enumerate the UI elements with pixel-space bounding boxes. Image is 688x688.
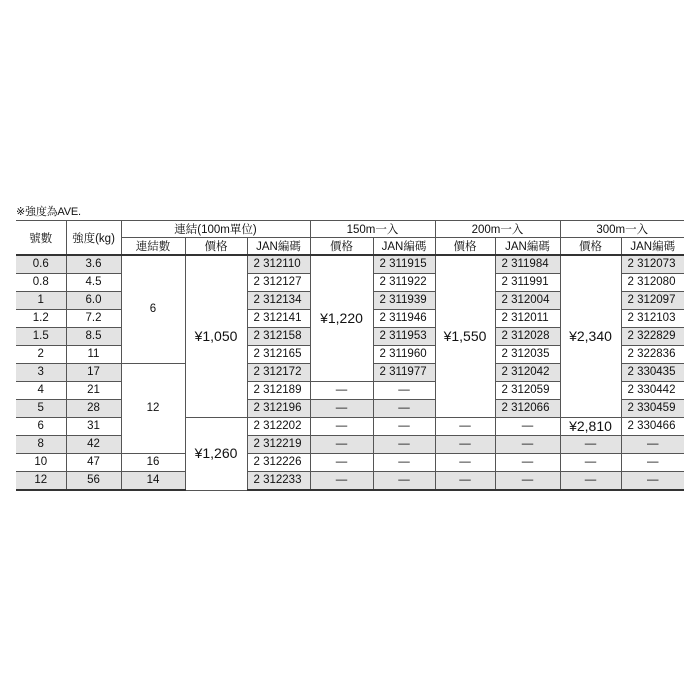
subheader-jan: JAN編碼 xyxy=(373,238,435,256)
subheader-jan: JAN編碼 xyxy=(247,238,310,256)
cell-jan-300m: 2 330442 xyxy=(621,382,684,400)
cell-connect-count: 12 xyxy=(121,364,185,454)
cell-jan-200m: 2 311991 xyxy=(495,274,560,292)
cell-price-200m: ¥1,550 xyxy=(435,255,495,418)
cell-jan-150m: 2 311960 xyxy=(373,346,435,364)
cell-strength: 31 xyxy=(66,418,121,436)
cell-jan-150m: 2 311915 xyxy=(373,255,435,274)
cell-jan-connect: 2 312134 xyxy=(247,292,310,310)
header-size: 號數 xyxy=(16,221,66,256)
cell-connect-count: 14 xyxy=(121,472,185,491)
cell-jan-connect: 2 312202 xyxy=(247,418,310,436)
cell-jan-150m: 2 311922 xyxy=(373,274,435,292)
subheader-jan: JAN編碼 xyxy=(495,238,560,256)
cell-size: 1.2 xyxy=(16,310,66,328)
cell-jan-connect: 2 312233 xyxy=(247,472,310,491)
cell-strength: 7.2 xyxy=(66,310,121,328)
cell-jan-150m: — xyxy=(373,418,435,436)
cell-size: 6 xyxy=(16,418,66,436)
subheader-price: 價格 xyxy=(310,238,373,256)
cell-jan-connect: 2 312172 xyxy=(247,364,310,382)
cell-size: 1.5 xyxy=(16,328,66,346)
cell-price-200m: — xyxy=(435,436,495,454)
cell-jan-connect: 2 312196 xyxy=(247,400,310,418)
cell-jan-300m: 2 322829 xyxy=(621,328,684,346)
header-connected: 連結(100m單位) xyxy=(121,221,310,238)
cell-price-150m: — xyxy=(310,472,373,491)
cell-jan-300m: 2 322836 xyxy=(621,346,684,364)
cell-jan-200m: 2 312011 xyxy=(495,310,560,328)
cell-price-150m: — xyxy=(310,454,373,472)
cell-size: 12 xyxy=(16,472,66,491)
cell-jan-200m: 2 311984 xyxy=(495,255,560,274)
cell-strength: 4.5 xyxy=(66,274,121,292)
cell-price-200m: — xyxy=(435,418,495,436)
cell-strength: 3.6 xyxy=(66,255,121,274)
cell-jan-300m: — xyxy=(621,436,684,454)
cell-price-200m: — xyxy=(435,472,495,491)
cell-jan-connect: 2 312189 xyxy=(247,382,310,400)
cell-jan-300m: — xyxy=(621,454,684,472)
cell-jan-200m: 2 312028 xyxy=(495,328,560,346)
subheader-connect-count: 連結數 xyxy=(121,238,185,256)
cell-jan-150m: 2 311939 xyxy=(373,292,435,310)
subheader-price: 價格 xyxy=(185,238,247,256)
cell-jan-150m: 2 311946 xyxy=(373,310,435,328)
cell-jan-200m: 2 312035 xyxy=(495,346,560,364)
cell-jan-200m: — xyxy=(495,418,560,436)
cell-connect-price: ¥1,050 xyxy=(185,255,247,418)
cell-price-300m: — xyxy=(560,436,621,454)
spec-table xyxy=(16,220,684,491)
cell-jan-150m: 2 311953 xyxy=(373,328,435,346)
header-strength: 強度(kg) xyxy=(66,221,121,256)
cell-jan-150m: — xyxy=(373,382,435,400)
cell-jan-300m: — xyxy=(621,472,684,491)
cell-jan-200m: 2 312042 xyxy=(495,364,560,382)
cell-jan-300m: 2 312080 xyxy=(621,274,684,292)
cell-price-150m: — xyxy=(310,400,373,418)
cell-jan-connect: 2 312219 xyxy=(247,436,310,454)
cell-size: 5 xyxy=(16,400,66,418)
cell-jan-connect: 2 312141 xyxy=(247,310,310,328)
cell-jan-300m: 2 330459 xyxy=(621,400,684,418)
subheader-jan: JAN編碼 xyxy=(621,238,684,256)
header-200m: 200m一入 xyxy=(435,221,560,238)
cell-size: 0.6 xyxy=(16,255,66,274)
cell-size: 2 xyxy=(16,346,66,364)
cell-size: 8 xyxy=(16,436,66,454)
cell-strength: 56 xyxy=(66,472,121,491)
cell-strength: 21 xyxy=(66,382,121,400)
cell-strength: 6.0 xyxy=(66,292,121,310)
cell-size: 3 xyxy=(16,364,66,382)
cell-connect-price: ¥1,260 xyxy=(185,418,247,491)
table-row xyxy=(16,418,684,436)
cell-jan-300m: 2 312103 xyxy=(621,310,684,328)
cell-jan-connect: 2 312110 xyxy=(247,255,310,274)
cell-jan-300m: 2 330466 xyxy=(621,418,684,436)
subheader-price: 價格 xyxy=(435,238,495,256)
cell-jan-200m: — xyxy=(495,472,560,491)
cell-size: 10 xyxy=(16,454,66,472)
cell-jan-200m: — xyxy=(495,454,560,472)
cell-price-300m: — xyxy=(560,454,621,472)
cell-jan-connect: 2 312165 xyxy=(247,346,310,364)
footnote-strength-average: ※強度為AVE. xyxy=(16,206,81,218)
cell-price-300m: ¥2,810 xyxy=(560,418,621,436)
cell-jan-150m: — xyxy=(373,454,435,472)
table-row xyxy=(16,255,684,274)
cell-jan-connect: 2 312158 xyxy=(247,328,310,346)
cell-price-200m: — xyxy=(435,454,495,472)
cell-jan-150m: 2 311977 xyxy=(373,364,435,382)
header-150m: 150m一入 xyxy=(310,221,435,238)
cell-size: 4 xyxy=(16,382,66,400)
cell-jan-200m: 2 312059 xyxy=(495,382,560,400)
table-row xyxy=(16,436,684,454)
cell-connect-count: 6 xyxy=(121,255,185,364)
cell-jan-150m: — xyxy=(373,400,435,418)
cell-strength: 17 xyxy=(66,364,121,382)
table-row xyxy=(16,454,684,472)
cell-price-150m: — xyxy=(310,418,373,436)
cell-jan-150m: — xyxy=(373,436,435,454)
cell-strength: 8.5 xyxy=(66,328,121,346)
cell-price-150m: — xyxy=(310,382,373,400)
cell-jan-connect: 2 312127 xyxy=(247,274,310,292)
cell-jan-150m: — xyxy=(373,472,435,491)
cell-strength: 28 xyxy=(66,400,121,418)
cell-strength: 42 xyxy=(66,436,121,454)
cell-size: 1 xyxy=(16,292,66,310)
cell-jan-connect: 2 312226 xyxy=(247,454,310,472)
cell-strength: 11 xyxy=(66,346,121,364)
cell-jan-200m: 2 312066 xyxy=(495,400,560,418)
cell-jan-300m: 2 330435 xyxy=(621,364,684,382)
cell-price-150m: — xyxy=(310,436,373,454)
cell-price-300m: — xyxy=(560,472,621,491)
cell-size: 0.8 xyxy=(16,274,66,292)
header-300m: 300m一入 xyxy=(560,221,684,238)
cell-connect-count: 16 xyxy=(121,454,185,472)
cell-jan-300m: 2 312097 xyxy=(621,292,684,310)
cell-strength: 47 xyxy=(66,454,121,472)
cell-jan-200m: 2 312004 xyxy=(495,292,560,310)
subheader-price: 價格 xyxy=(560,238,621,256)
cell-jan-200m: — xyxy=(495,436,560,454)
cell-jan-300m: 2 312073 xyxy=(621,255,684,274)
cell-price-150m: ¥1,220 xyxy=(310,255,373,382)
cell-price-300m: ¥2,340 xyxy=(560,255,621,418)
table-row xyxy=(16,472,684,491)
